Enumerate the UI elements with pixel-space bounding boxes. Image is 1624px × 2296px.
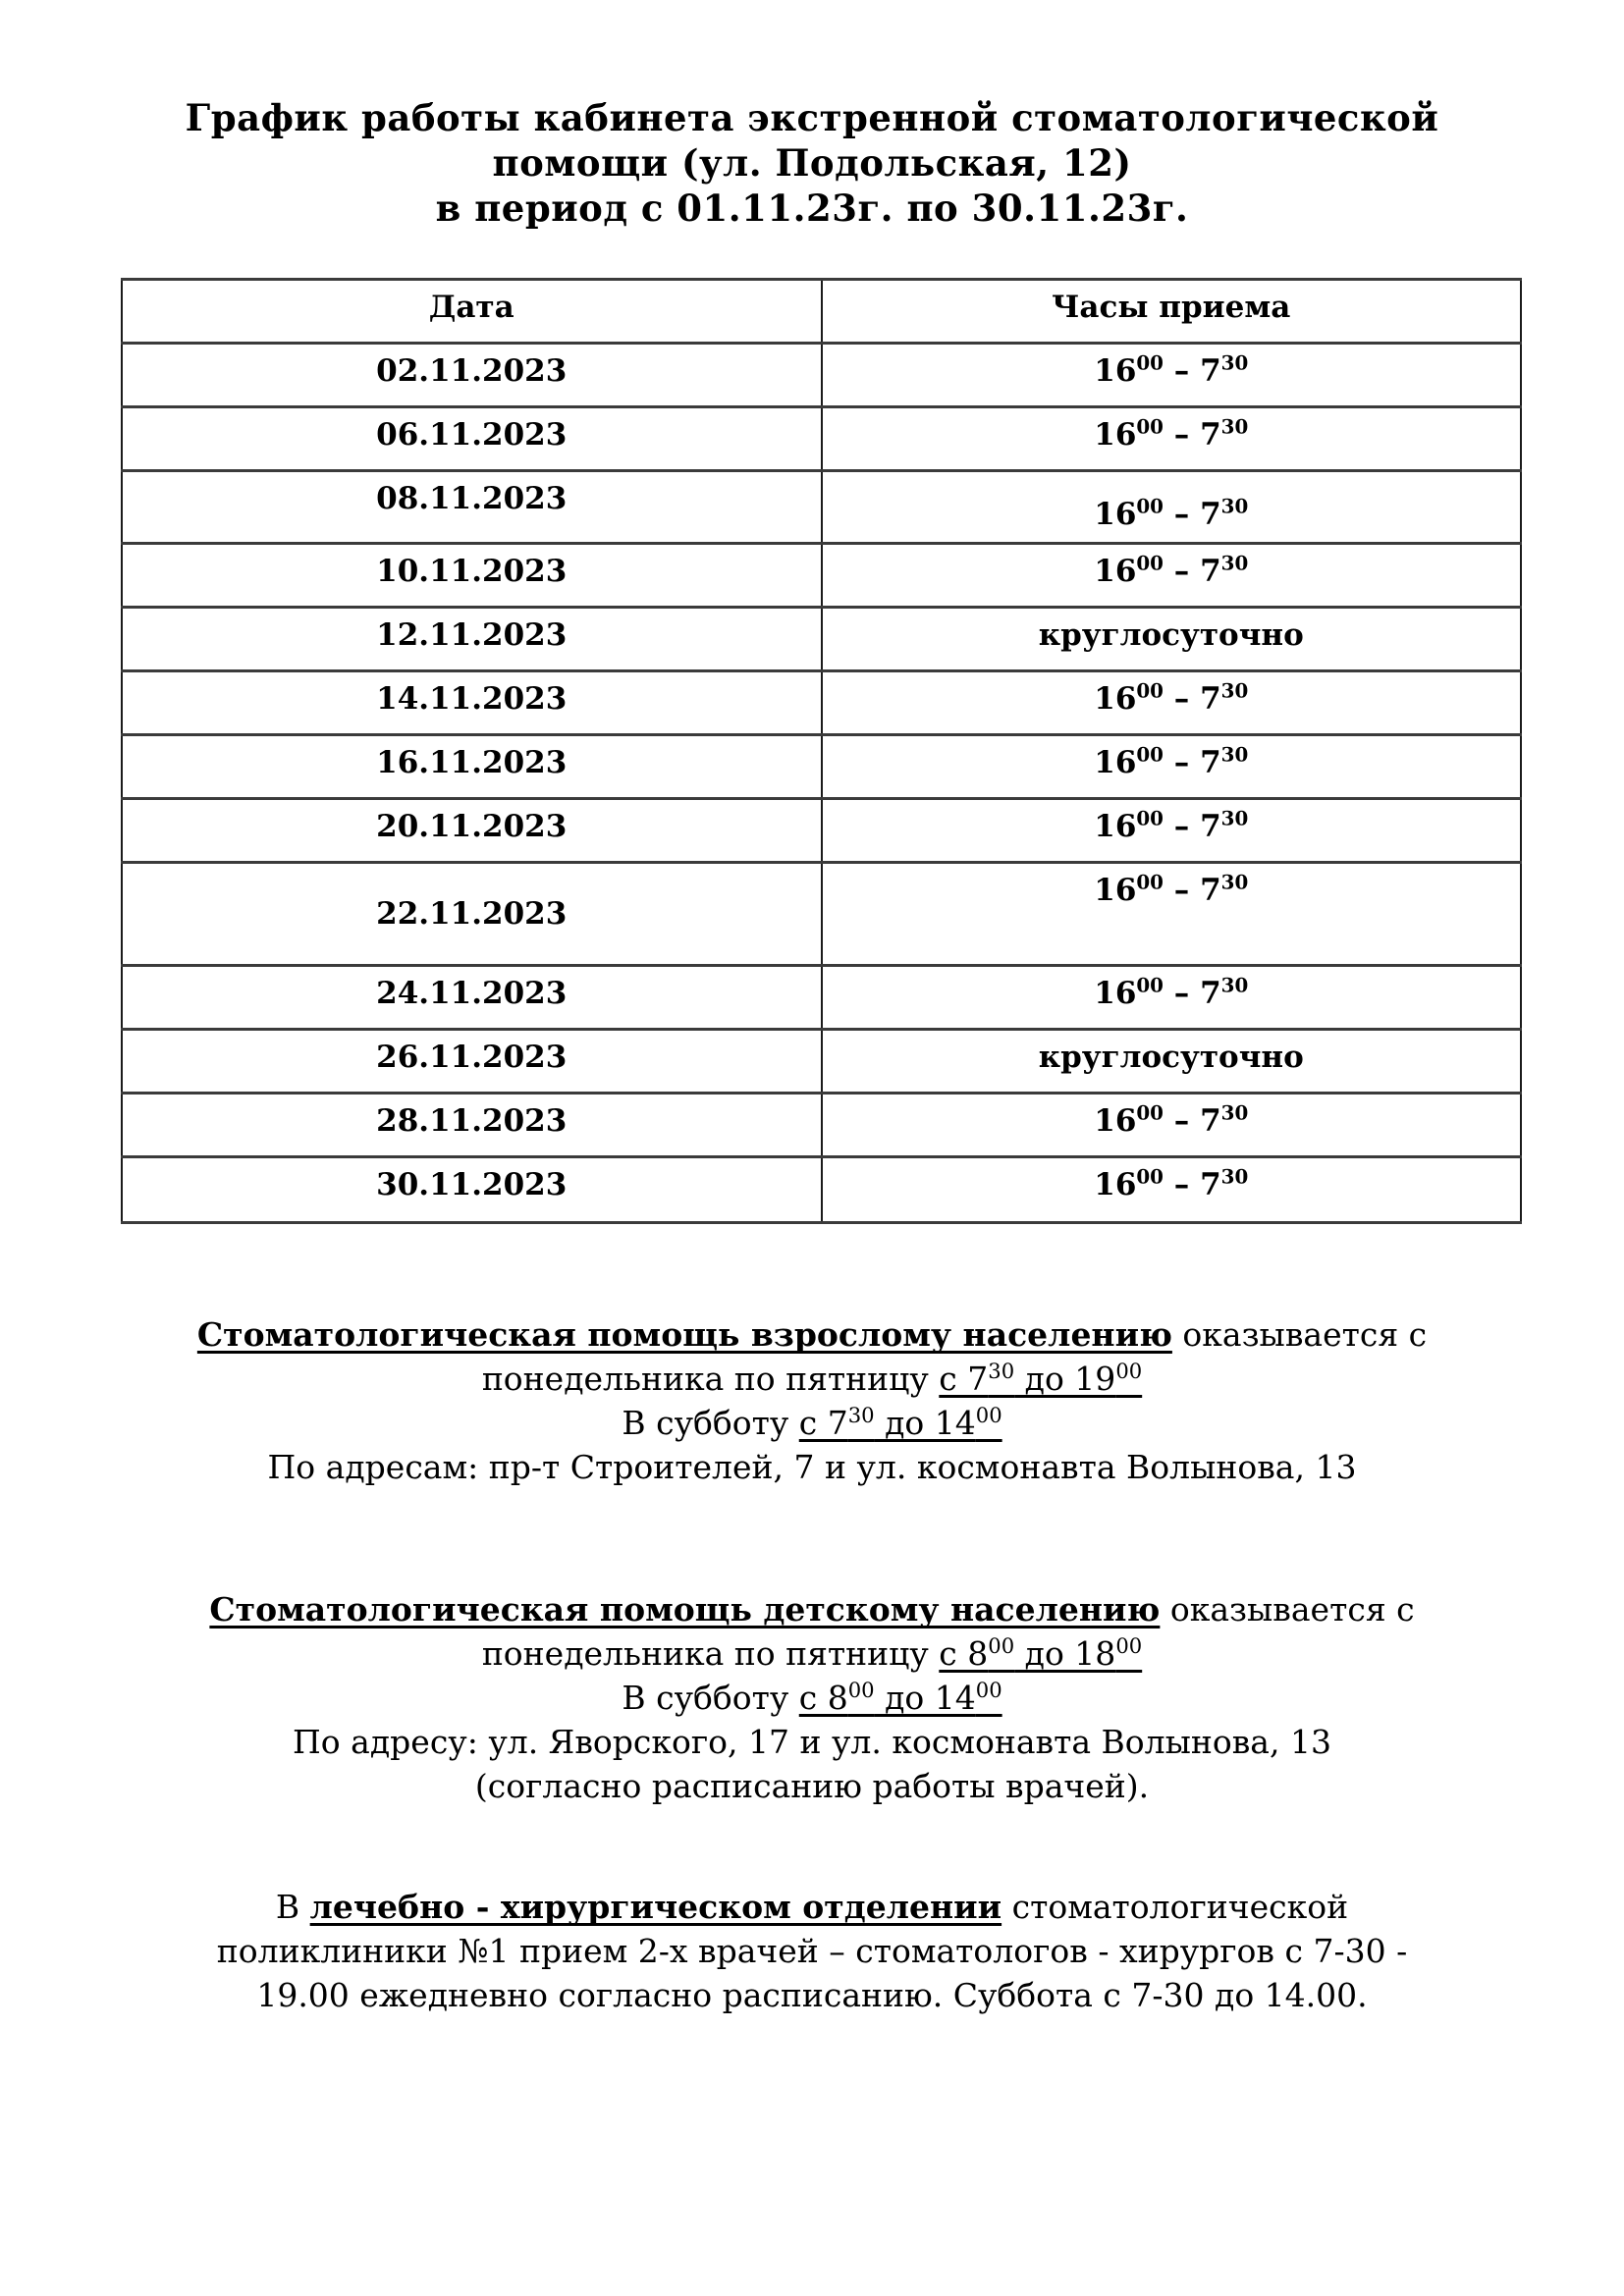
- text-run: 16: [1094, 809, 1137, 844]
- text-run: 16: [1094, 681, 1137, 717]
- text-run: 16: [1094, 745, 1137, 780]
- title-line-3: в период с 01.11.23г. по 30.11.23г.: [435, 187, 1189, 230]
- column-header-hours: Часы приема: [822, 280, 1522, 344]
- text-run: с 7: [939, 1360, 989, 1398]
- table-row: [122, 671, 1521, 735]
- text-run: [799, 1679, 1002, 1717]
- text-run: В субботу: [622, 1404, 799, 1442]
- superscript: 00: [1115, 1633, 1143, 1658]
- date-cell: [122, 671, 822, 735]
- text-run: 7: [1200, 873, 1221, 908]
- text-run: до 18: [1014, 1634, 1116, 1673]
- title-line-2: помощи (ул. Подольская, 12): [492, 141, 1132, 185]
- text-run: 06.11.2023: [376, 417, 568, 453]
- text-run: 16: [1094, 417, 1137, 453]
- date-cell: [122, 799, 822, 863]
- superscript: 00: [988, 1633, 1015, 1658]
- text-run: [939, 1360, 1142, 1398]
- superscript: 30: [1220, 551, 1249, 575]
- section-children-care: [0, 1587, 1624, 1808]
- text-run: с 8: [798, 1679, 848, 1717]
- text-run: 10.11.2023: [376, 554, 568, 589]
- text-run: Стоматологическая помощь детскому населению: [209, 1590, 1161, 1629]
- table-row: [122, 799, 1521, 863]
- table-row: [122, 471, 1521, 544]
- superscript: 30: [1220, 870, 1249, 894]
- date-cell: [122, 544, 822, 608]
- hours-cell: [822, 471, 1522, 544]
- text-run: 7: [1200, 554, 1221, 589]
- superscript: 30: [1220, 1100, 1249, 1125]
- text-run: –: [1163, 809, 1201, 844]
- text-run: до 14: [874, 1404, 976, 1442]
- section-surgical-department: [0, 1885, 1624, 2017]
- hours-cell: [822, 799, 1522, 863]
- superscript: 30: [1220, 742, 1249, 767]
- text-run: лечебно - хирургическом отделении: [309, 1888, 1002, 1926]
- text-run: понедельника по пятницу: [481, 1634, 940, 1673]
- text-run: 16: [1094, 976, 1137, 1011]
- superscript: 00: [1136, 494, 1164, 518]
- date-cell: [122, 407, 822, 471]
- date-cell: [122, 1094, 822, 1157]
- text-run: [799, 1404, 1002, 1442]
- text-run: –: [1163, 681, 1201, 717]
- text-run: 7: [1200, 745, 1221, 780]
- text-run: [939, 1634, 1142, 1673]
- superscript: 30: [1220, 806, 1249, 830]
- superscript: 30: [1220, 494, 1249, 518]
- text-run: 12.11.2023: [376, 617, 568, 653]
- date-cell: [122, 1157, 822, 1223]
- text-run: –: [1163, 1167, 1201, 1202]
- hours-cell: [822, 1030, 1522, 1094]
- schedule-table: [121, 278, 1522, 1224]
- text-run: с 7: [798, 1404, 848, 1442]
- text-run: круглосуточно: [1038, 1040, 1304, 1075]
- text-run: –: [1163, 976, 1201, 1011]
- info-sections: [0, 1312, 1624, 2017]
- text-run: 19.00 ежедневно согласно расписанию. Суббота с 7-30 до 14.00.: [256, 1976, 1368, 2014]
- text-run: 24.11.2023: [376, 976, 568, 1011]
- table-row: [122, 544, 1521, 608]
- superscript: 00: [1136, 973, 1164, 997]
- hours-cell: [822, 966, 1522, 1030]
- text-run: с 8: [939, 1634, 989, 1673]
- text-run: –: [1163, 1103, 1201, 1139]
- superscript: 00: [1136, 1100, 1164, 1125]
- text-run: 16: [1094, 353, 1137, 389]
- superscript: 00: [847, 1678, 875, 1702]
- superscript: 00: [1136, 742, 1164, 767]
- hours-cell: [822, 407, 1522, 471]
- hours-cell: [822, 344, 1522, 407]
- text-run: 16: [1094, 1167, 1137, 1202]
- text-run: 30.11.2023: [376, 1167, 568, 1202]
- hours-cell: [822, 863, 1522, 966]
- hours-cell: [822, 735, 1522, 799]
- text-run: понедельника по пятницу: [481, 1360, 940, 1398]
- superscript: 30: [1220, 414, 1249, 439]
- table-row: [122, 735, 1521, 799]
- text-run: 7: [1200, 417, 1221, 453]
- text-run: 08.11.2023: [376, 481, 568, 516]
- superscript: 00: [975, 1678, 1002, 1702]
- text-run: 16: [1094, 554, 1137, 589]
- text-run: (согласно расписанию работы врачей).: [474, 1767, 1150, 1805]
- text-run: поликлиники №1 прием 2-х врачей – стоматологов - хирургов с 7-30 -: [216, 1932, 1408, 1970]
- text-run: 16: [1094, 873, 1137, 908]
- text-run: 26.11.2023: [376, 1040, 568, 1075]
- text-run: 7: [1200, 353, 1221, 389]
- text-run: –: [1163, 497, 1201, 532]
- section-adult-care: [0, 1312, 1624, 1489]
- text-run: 22.11.2023: [376, 896, 568, 932]
- table-row: [122, 407, 1521, 471]
- table-row: [122, 1157, 1521, 1223]
- text-run: По адресам: пр-т Строителей, 7 и ул. космонавта Волынова, 13: [267, 1448, 1357, 1486]
- date-cell: [122, 608, 822, 671]
- date-cell: [122, 863, 822, 966]
- text-run: –: [1163, 417, 1201, 453]
- text-run: 16: [1094, 1103, 1137, 1139]
- document-title: [0, 0, 1624, 231]
- table-row: [122, 863, 1521, 966]
- superscript: 00: [1136, 1164, 1164, 1189]
- superscript: 00: [1136, 678, 1164, 703]
- superscript: 30: [1220, 350, 1249, 375]
- title-line-1: График работы кабинета экстренной стоматологической: [185, 96, 1439, 139]
- text-run: 16.11.2023: [376, 745, 568, 780]
- text-run: 14.11.2023: [376, 681, 568, 717]
- superscript: 00: [1136, 806, 1164, 830]
- text-run: 20.11.2023: [376, 809, 568, 844]
- text-run: –: [1163, 554, 1201, 589]
- superscript: 00: [1136, 414, 1164, 439]
- text-run: 7: [1200, 809, 1221, 844]
- date-cell: [122, 735, 822, 799]
- text-run: –: [1163, 353, 1201, 389]
- date-cell: [122, 1030, 822, 1094]
- superscript: 30: [988, 1359, 1015, 1383]
- date-cell: [122, 471, 822, 544]
- text-run: По адресу: ул. Яворского, 17 и ул. космонавта Волынова, 13: [293, 1723, 1331, 1761]
- text-run: 7: [1200, 1167, 1221, 1202]
- text-run: 16: [1094, 497, 1137, 532]
- text-run: до 14: [874, 1679, 976, 1717]
- table-row: [122, 608, 1521, 671]
- superscript: 00: [1115, 1359, 1143, 1383]
- text-run: оказывается с: [1171, 1315, 1428, 1354]
- text-run: до 19: [1014, 1360, 1116, 1398]
- hours-cell: [822, 671, 1522, 735]
- superscript: 00: [1136, 870, 1164, 894]
- hours-cell: [822, 1157, 1522, 1223]
- text-run: 7: [1200, 976, 1221, 1011]
- superscript: 30: [1220, 973, 1249, 997]
- table-row: [122, 1030, 1521, 1094]
- hours-cell: [822, 544, 1522, 608]
- text-run: В: [275, 1888, 310, 1926]
- superscript: 30: [847, 1403, 875, 1427]
- superscript: 00: [1136, 551, 1164, 575]
- hours-cell: [822, 608, 1522, 671]
- text-run: стоматологической: [1001, 1888, 1349, 1926]
- text-run: 7: [1200, 497, 1221, 532]
- superscript: 00: [1136, 350, 1164, 375]
- text-run: оказывается с: [1160, 1590, 1415, 1629]
- text-run: круглосуточно: [1038, 617, 1304, 653]
- text-run: 02.11.2023: [376, 353, 568, 389]
- superscript: 30: [1220, 678, 1249, 703]
- text-run: –: [1163, 873, 1201, 908]
- column-header-date: Дата: [122, 280, 822, 344]
- text-run: 7: [1200, 1103, 1221, 1139]
- table-header-row: [122, 280, 1521, 344]
- hours-cell: [822, 1094, 1522, 1157]
- text-run: 28.11.2023: [376, 1103, 568, 1139]
- text-run: Стоматологическая помощь взрослому населению: [196, 1315, 1172, 1354]
- date-cell: [122, 344, 822, 407]
- table-row: [122, 344, 1521, 407]
- table-row: [122, 966, 1521, 1030]
- superscript: 30: [1220, 1164, 1249, 1189]
- table-row: [122, 1094, 1521, 1157]
- date-cell: [122, 966, 822, 1030]
- text-run: –: [1163, 745, 1201, 780]
- text-run: 7: [1200, 681, 1221, 717]
- superscript: 00: [975, 1403, 1002, 1427]
- text-run: В субботу: [622, 1679, 799, 1717]
